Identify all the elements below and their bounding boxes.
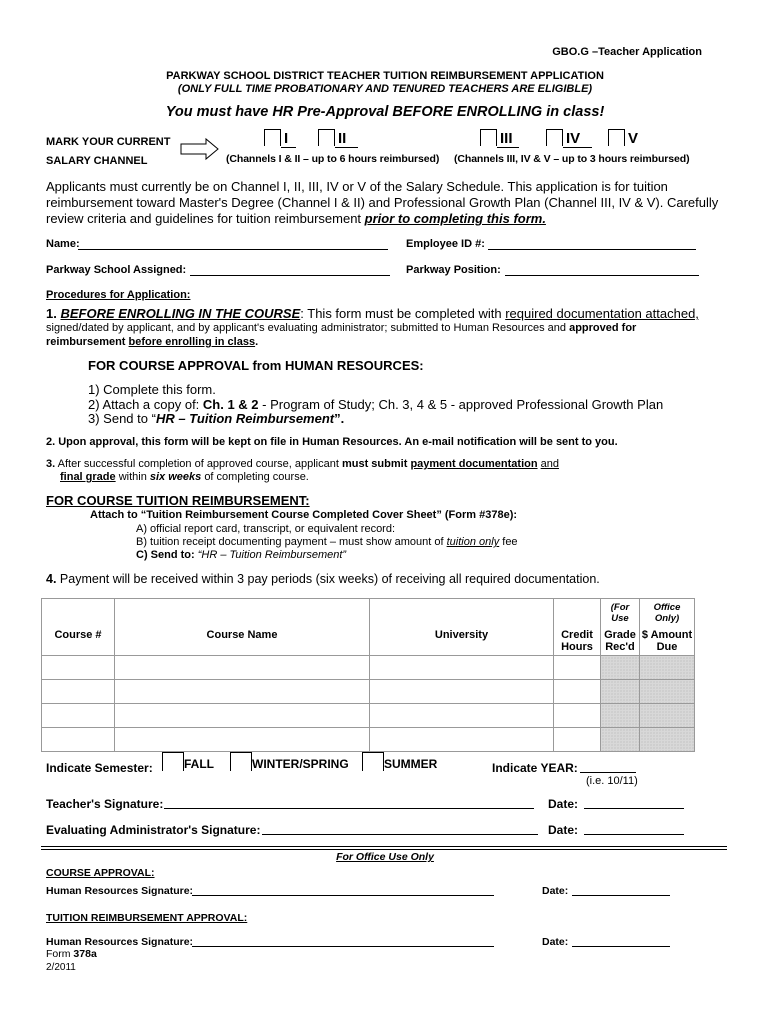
semester-checkbox[interactable] <box>162 752 184 771</box>
attach-item-a: A) official report card, transcript, or equivalent record: <box>136 523 396 535</box>
form-date: 2/2011 <box>46 962 76 973</box>
preapproval-notice: You must have HR Pre-Approval BEFORE ENROLLING in class! <box>165 104 605 120</box>
course-name-cell[interactable] <box>115 680 370 704</box>
university-cell[interactable] <box>370 704 554 728</box>
name-field[interactable] <box>78 249 388 250</box>
university-cell[interactable] <box>370 656 554 680</box>
attach-instructions: Attach to “Tuition Reimbursement Course Completed Cover Sheet” (Form #378e): <box>90 509 518 521</box>
semester-summer[interactable]: SUMMER <box>362 752 437 771</box>
table-header: (For Use Grade Rec'd <box>601 599 640 656</box>
course-approval-1: 1) Complete this form. <box>88 382 216 397</box>
channel-option-1[interactable]: I <box>264 129 296 148</box>
hr-date-field-2[interactable] <box>572 946 670 947</box>
admin-date-field[interactable] <box>584 834 684 835</box>
admin-signature-label: Evaluating Administrator's Signature: <box>46 823 261 837</box>
school-label: Parkway School Assigned: <box>46 264 187 276</box>
table-row <box>42 680 695 704</box>
course-num-cell[interactable] <box>42 680 115 704</box>
admin-signature-field[interactable] <box>262 834 538 835</box>
channel-note-right: (Channels III, IV & V – up to 3 hours reimbursed) <box>454 153 690 165</box>
credit-hours-cell[interactable] <box>554 728 601 752</box>
employee-id-label: Employee ID #: <box>406 238 485 250</box>
step-3-line-2: final grade within six weeks of completing course. <box>60 471 309 483</box>
step-1: 1. BEFORE ENROLLING IN THE COURSE: This form must be completed with required documentation attached, <box>46 306 699 321</box>
teacher-signature-field[interactable] <box>164 808 534 809</box>
channel-checkbox[interactable] <box>480 129 497 146</box>
step-4: 4. Payment will be received within 3 pay periods (six weeks) of receiving all required documentation. <box>46 572 600 586</box>
teacher-signature-label: Teacher's Signature: <box>46 797 164 811</box>
year-hint: (i.e. 10/11) <box>586 775 638 787</box>
form-subtitle: (ONLY FULL TIME PROBATIONARY AND TENURED TEACHERS ARE ELIGIBLE) <box>177 83 593 95</box>
channel-checkbox[interactable] <box>546 129 563 146</box>
hr-date-label-2: Date: <box>542 936 569 948</box>
hr-date-field[interactable] <box>572 895 670 896</box>
grade-cell <box>601 704 640 728</box>
arrow-right-icon <box>180 137 220 161</box>
tuition-heading: FOR COURSE TUITION REIMBURSEMENT: <box>46 493 310 508</box>
step-1-line-2: signed/dated by applicant, and by applicant's evaluating administrator; submitted to Human Resources and approved for <box>46 322 637 334</box>
grade-cell <box>601 680 640 704</box>
teacher-date-label: Date: <box>548 797 579 811</box>
tuition-approval-label: TUITION REIMBURSEMENT APPROVAL: <box>46 912 248 924</box>
semester-winter-spring[interactable]: WINTER/SPRING <box>230 752 349 771</box>
amount-cell <box>640 704 695 728</box>
course-table <box>41 598 695 752</box>
table-header: University <box>370 599 554 656</box>
office-use-heading: For Office Use Only <box>336 851 434 863</box>
grade-cell <box>601 728 640 752</box>
course-name-cell[interactable] <box>115 704 370 728</box>
course-name-cell[interactable] <box>115 656 370 680</box>
position-field[interactable] <box>505 275 699 276</box>
channel-label-1: MARK YOUR CURRENT <box>46 136 171 148</box>
position-label: Parkway Position: <box>406 264 501 276</box>
office-divider <box>41 846 727 850</box>
table-header: Course # <box>42 599 115 656</box>
amount-cell <box>640 656 695 680</box>
semester-fall[interactable]: FALL <box>162 752 214 771</box>
course-approval-3: 3) Send to “HR – Tuition Reimbursement”. <box>88 411 345 426</box>
channel-checkbox[interactable] <box>608 129 625 146</box>
hr-date-label: Date: <box>542 885 569 897</box>
amount-cell <box>640 680 695 704</box>
channel-option-2[interactable]: II <box>318 129 358 148</box>
grade-cell <box>601 656 640 680</box>
channel-option-4[interactable]: IV <box>546 129 592 148</box>
hr-signature-field-2[interactable] <box>192 946 494 947</box>
step-3: 3. After successful completion of approved course, applicant must submit payment documentation and <box>46 458 559 470</box>
course-num-cell[interactable] <box>42 656 115 680</box>
year-label: Indicate YEAR: <box>492 761 578 775</box>
name-label: Name: <box>46 238 80 250</box>
channel-label-2: SALARY CHANNEL <box>46 155 148 167</box>
table-row <box>42 704 695 728</box>
course-approval-2: 2) Attach a copy of: Ch. 1 & 2 - Program of Study; Ch. 3, 4 & 5 - approved Professional Growth Plan <box>88 397 664 412</box>
hr-signature-label-2: Human Resources Signature: <box>46 936 194 948</box>
semester-checkbox[interactable] <box>230 752 252 771</box>
table-row <box>42 656 695 680</box>
credit-hours-cell[interactable] <box>554 680 601 704</box>
procedures-heading: Procedures for Application: <box>46 289 191 301</box>
channel-option-5[interactable]: V <box>608 129 644 147</box>
hr-signature-label: Human Resources Signature: <box>46 885 194 897</box>
form-number: Form 378a <box>46 948 97 960</box>
channel-checkbox[interactable] <box>318 129 335 146</box>
semester-label: Indicate Semester: <box>46 761 153 775</box>
credit-hours-cell[interactable] <box>554 656 601 680</box>
form-title: PARKWAY SCHOOL DISTRICT TEACHER TUITION REIMBURSEMENT APPLICATION <box>166 70 604 82</box>
credit-hours-cell[interactable] <box>554 704 601 728</box>
course-num-cell[interactable] <box>42 704 115 728</box>
university-cell[interactable] <box>370 728 554 752</box>
attach-item-b: B) tuition receipt documenting payment – must show amount of tuition only fee <box>136 536 518 548</box>
table-header-row <box>42 599 695 656</box>
form-code: GBO.G –Teacher Application <box>552 46 702 58</box>
year-field[interactable] <box>580 772 636 773</box>
channel-checkbox[interactable] <box>264 129 281 146</box>
course-approval-heading: FOR COURSE APPROVAL from HUMAN RESOURCES: <box>88 358 424 373</box>
course-num-cell[interactable] <box>42 728 115 752</box>
university-cell[interactable] <box>370 680 554 704</box>
step-2: 2. Upon approval, this form will be kept on file in Human Resources. An e-mail notification will be sent to you. <box>46 436 618 448</box>
semester-checkbox[interactable] <box>362 752 384 771</box>
table-header: Course Name <box>115 599 370 656</box>
table-row <box>42 728 695 752</box>
admin-date-label: Date: <box>548 823 579 837</box>
table-header: Credit Hours <box>554 599 601 656</box>
teacher-date-field[interactable] <box>584 808 684 809</box>
attach-item-c: C) Send to: “HR – Tuition Reimbursement” <box>136 549 347 561</box>
step-1-line-3: reimbursement before enrolling in class. <box>46 336 259 348</box>
course-name-cell[interactable] <box>115 728 370 752</box>
table-header: Office Only) $ Amount Due <box>640 599 695 656</box>
intro-paragraph: Applicants must currently be on Channel I, II, III, IV or V of the Salary Schedule. This application is for tuition reimbursement toward Master's Degree (Channel I & II) and Professional Growth Plan (Channel III, IV & V). Carefully review criteria and guidelines for tuition reimbursement prior to completing this form. <box>46 179 719 226</box>
course-approval-label: COURSE APPROVAL: <box>46 867 155 879</box>
channel-option-3[interactable]: III <box>480 129 519 148</box>
channel-note-left: (Channels I & II – up to 6 hours reimbursed) <box>226 153 440 165</box>
hr-signature-field[interactable] <box>192 895 494 896</box>
school-field[interactable] <box>190 275 390 276</box>
amount-cell <box>640 728 695 752</box>
employee-id-field[interactable] <box>488 249 696 250</box>
